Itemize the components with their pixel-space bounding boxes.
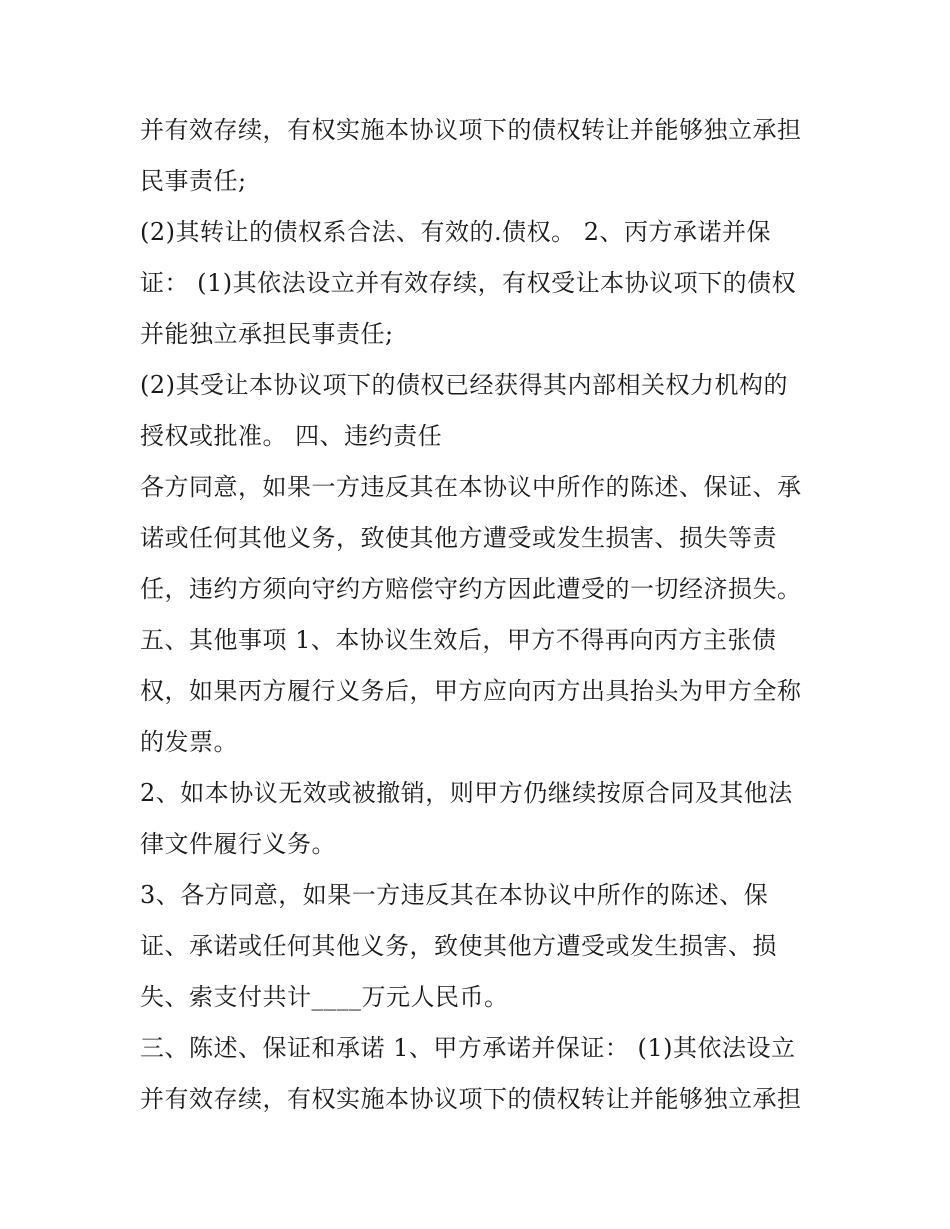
text-line: 诺或任何其他义务，致使其他方遭受或发生损害、损失等责 xyxy=(140,524,777,552)
text-line: 并有效存续，有权实施本协议项下的债权转让并能够独立承担 xyxy=(140,1085,802,1113)
text-line: 的发票。 xyxy=(140,728,238,756)
text-line: 民事责任; xyxy=(140,167,247,195)
text-line: 并有效存续，有权实施本协议项下的债权转让并能够独立承担 xyxy=(140,116,802,144)
text-line: 2、如本协议无效或被撤销，则甲方仍继续按原合同及其他法 xyxy=(140,779,793,807)
text-line: 任，违约方须向守约方赔偿守约方因此遭受的一切经济损失。 xyxy=(140,575,802,603)
text-line: 3、各方同意，如果一方违反其在本协议中所作的陈述、保 xyxy=(140,881,769,909)
text-line: 证： (1)其依法设立并有效存续，有权受让本协议项下的债权 xyxy=(140,269,797,297)
text-line: 权，如果丙方履行义务后，甲方应向丙方出具抬头为甲方全称 xyxy=(140,677,802,705)
text-line: 证、承诺或任何其他义务，致使其他方遭受或发生损害、损 xyxy=(140,932,777,960)
text-line: (2)其转让的债权系合法、有效的.债权。 2、丙方承诺并保 xyxy=(140,218,772,246)
text-line: 授权或批准。 四、违约责任 xyxy=(140,422,443,450)
text-line: (2)其受让本协议项下的债权已经获得其内部相关权力机构的 xyxy=(140,371,788,399)
text-line: 失、索支付共计____万元人民币。 xyxy=(140,983,509,1011)
text-line: 并能独立承担民事责任; xyxy=(140,320,394,348)
text-line: 各方同意，如果一方违反其在本协议中所作的陈述、保证、承 xyxy=(140,473,802,501)
text-line: 三、陈述、保证和承诺 1、甲方承诺并保证： (1)其依法设立 xyxy=(140,1034,796,1062)
text-line: 律文件履行义务。 xyxy=(140,830,336,858)
text-line: 五、其他事项 1、本协议生效后，甲方不得再向丙方主张债 xyxy=(140,626,777,654)
